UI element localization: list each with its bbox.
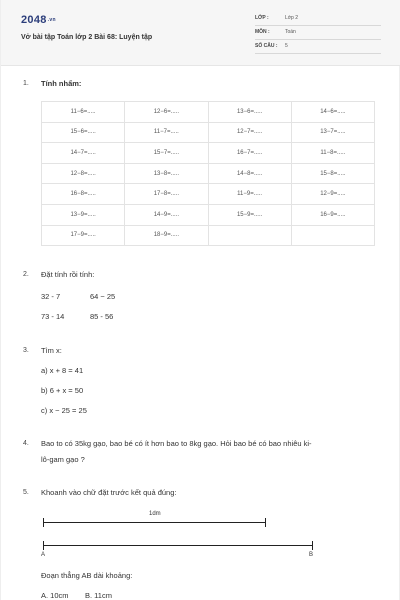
meta-question-count-value: 5 [285, 43, 288, 49]
meta-class [255, 14, 381, 26]
q1-number: 1. [23, 80, 29, 87]
grid-cell: 15−6=..... [42, 122, 125, 143]
q3-title: Tìm x: [41, 346, 62, 355]
grid-cell: 11−9=..... [208, 184, 291, 205]
grid-cell: 12−7=..... [208, 122, 291, 143]
point-a-label: A [41, 552, 46, 558]
q2-expr-2: 64 − 25 [90, 292, 116, 301]
grid-cell: 13−6=..... [208, 102, 291, 123]
table-row [42, 204, 375, 225]
grid-cell: 14−9=..... [125, 204, 208, 225]
q2-expr-3: 73 - 14 [41, 312, 65, 321]
grid-cell: 16−8=..... [42, 184, 125, 205]
logo-tld: .vn [47, 17, 56, 24]
grid-cell: 12−6=..... [125, 102, 208, 123]
site-logo[interactable] [21, 14, 56, 26]
segment-1dm-label: 1dm [149, 511, 161, 517]
q3-item-b: b) 6 + x = 50 [41, 386, 84, 395]
grid-cell: 16−7=..... [208, 143, 291, 164]
q5-question: Đoạn thẳng AB dài khoảng: [41, 571, 133, 580]
meta-subject-value: Toán [285, 29, 296, 35]
grid-cell: 16−9=..... [291, 204, 374, 225]
table-row [42, 102, 375, 123]
grid-cell: 14−6=..... [291, 102, 374, 123]
table-row [42, 184, 375, 205]
grid-cell: 15−7=..... [125, 143, 208, 164]
table-row [42, 163, 375, 184]
q3-number: 3. [23, 347, 29, 354]
segment-ab-end-tick [312, 541, 313, 550]
segment-1dm [43, 522, 266, 523]
q2-expr-4: 85 - 56 [90, 312, 114, 321]
q4-line-1: Bao to có 35kg gạo, bao bé có ít hơn bao to 8kg gạo. Hỏi bao bé có bao nhiêu ki- [41, 439, 312, 448]
meta-question-count [255, 42, 381, 54]
q1-title: Tính nhẩm: [41, 79, 82, 88]
q4-number: 4. [23, 440, 29, 447]
grid-cell: 11−7=..... [125, 122, 208, 143]
q3-item-a: a) x + 8 = 41 [41, 366, 84, 375]
grid-cell: 11−8=..... [291, 143, 374, 164]
point-b-label: B [309, 552, 314, 558]
page-title: Vở bài tập Toán lớp 2 Bài 68: Luyện tập [21, 34, 153, 41]
q3-item-c: c) x − 25 = 25 [41, 406, 87, 415]
meta-class-label: LỚP : [255, 15, 269, 21]
q4-line-2: lô-gam gạo ? [41, 455, 85, 464]
grid-cell: 11−6=..... [42, 102, 125, 123]
grid-cell: 12−8=..... [42, 163, 125, 184]
q2-expr-1: 32 - 7 [41, 292, 61, 301]
q1-grid [41, 101, 375, 246]
grid-cell [208, 225, 291, 246]
segment-1dm-end-tick [265, 518, 266, 527]
grid-cell: 15−9=..... [208, 204, 291, 225]
grid-cell: 18−9=..... [125, 225, 208, 246]
segment-ab [43, 545, 313, 546]
meta-question-count-label: SỐ CÂU : [255, 43, 278, 49]
grid-cell: 13−8=..... [125, 163, 208, 184]
table-row [42, 225, 375, 246]
grid-cell: 15−8=..... [291, 163, 374, 184]
grid-cell: 14−8=..... [208, 163, 291, 184]
grid-cell: 12−9=..... [291, 184, 374, 205]
grid-cell: 14−7=..... [42, 143, 125, 164]
grid-cell: 13−7=..... [291, 122, 374, 143]
table-row [42, 143, 375, 164]
q5-option-b: B. 11cm [85, 591, 112, 600]
meta-class-value: Lớp 2 [285, 15, 299, 21]
q2-title: Đặt tính rồi tính: [41, 270, 95, 279]
q5-title: Khoanh vào chữ đặt trước kết quả đúng: [41, 488, 177, 497]
grid-cell: 17−9=..... [42, 225, 125, 246]
q2-number: 2. [23, 271, 29, 278]
q5-option-a: A. 10cm [41, 591, 69, 600]
logo-text: 2048 [21, 14, 47, 26]
table-row [42, 122, 375, 143]
grid-cell: 13−9=..... [42, 204, 125, 225]
grid-cell [291, 225, 374, 246]
meta-subject [255, 28, 381, 40]
grid-cell: 17−8=..... [125, 184, 208, 205]
q5-number: 5. [23, 489, 29, 496]
meta-subject-label: MÔN : [255, 29, 270, 35]
worksheet-header [1, 0, 400, 66]
